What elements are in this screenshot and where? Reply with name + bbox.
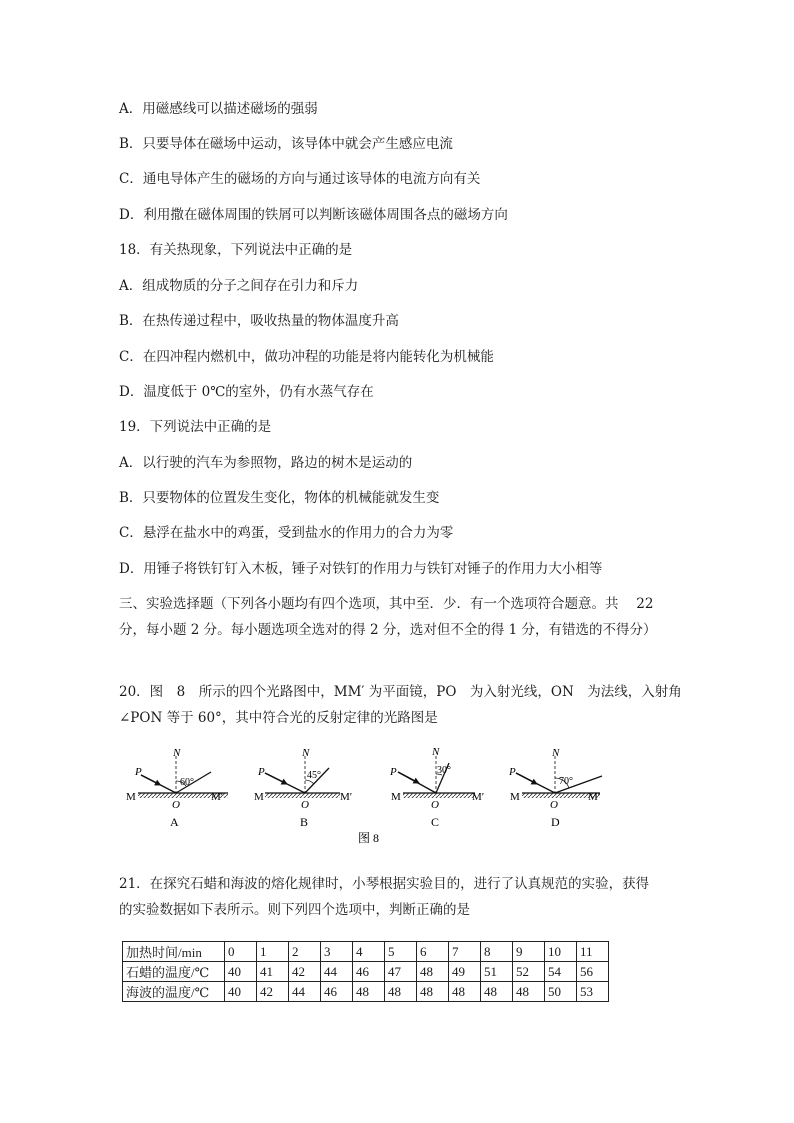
q17-option-c: C．通电导体产生的磁场的方向与通过该导体的电流方向有关 xyxy=(119,171,481,187)
label-o: O xyxy=(431,799,439,811)
table-cell: 42 xyxy=(289,962,321,982)
table-cell: 2 xyxy=(289,942,321,962)
label-n: N xyxy=(432,748,440,758)
label-p: P xyxy=(258,766,265,778)
table-cell: 46 xyxy=(321,982,353,1002)
table-cell: 47 xyxy=(385,962,417,982)
figure-caption: 图 8 xyxy=(358,831,380,845)
incident-ray xyxy=(398,772,436,793)
table-cell: 1 xyxy=(257,942,289,962)
table-cell: 加热时间/min xyxy=(123,942,225,962)
q17-option-b: B．只要导体在磁场中运动，该导体中就会产生感应电流 xyxy=(119,136,453,152)
table-cell: 海波的温度/℃ xyxy=(123,982,225,1002)
table-cell: 48 xyxy=(481,982,513,1002)
q18-stem: 18．有关热现象，下列说法中正确的是 xyxy=(119,242,353,258)
table-cell: 48 xyxy=(417,962,449,982)
label-m-prime: M′ xyxy=(340,791,353,803)
table-cell: 5 xyxy=(385,942,417,962)
table-row xyxy=(123,962,609,982)
figure-8 xyxy=(118,748,618,848)
table-row xyxy=(123,982,609,1002)
table-cell: 4 xyxy=(353,942,385,962)
table-cell: 48 xyxy=(385,982,417,1002)
table-cell: 56 xyxy=(577,962,609,982)
table-cell: 石蜡的温度/℃ xyxy=(123,962,225,982)
q17-option-d: D．利用撒在磁体周围的铁屑可以判断该磁体周围各点的磁场方向 xyxy=(119,207,508,223)
table-cell: 41 xyxy=(257,962,289,982)
mirror-hatch xyxy=(265,793,340,798)
table-cell: 53 xyxy=(577,982,609,1002)
panel-c xyxy=(389,748,484,829)
panel-d xyxy=(508,748,602,829)
q17-option-a: A．用磁感线可以描述磁场的强弱 xyxy=(119,101,318,117)
table-cell: 7 xyxy=(449,942,481,962)
table-cell: 11 xyxy=(577,942,609,962)
panel-b xyxy=(254,748,352,829)
label-p: P xyxy=(390,766,397,778)
label-o: O xyxy=(172,799,180,811)
label-m: M xyxy=(510,791,520,803)
table-cell: 48 xyxy=(417,982,449,1002)
table-cell: 50 xyxy=(545,982,577,1002)
table-cell: 8 xyxy=(481,942,513,962)
section3-heading: 三、实验选择题（下列各小题均有四个选项，其中至．少．有一个选项符合题意。共 22 xyxy=(119,596,654,612)
data-table xyxy=(122,941,609,1002)
q19-option-d: D．用锤子将铁钉钉入木板，锤子对铁钉的作用力与铁钉对锤子的作用力大小相等 xyxy=(119,561,603,577)
table-cell: 48 xyxy=(449,982,481,1002)
label-n: N xyxy=(552,748,560,759)
angle-label: 60° xyxy=(180,777,194,788)
incident-arrow xyxy=(141,775,159,784)
table-row xyxy=(123,942,609,962)
label-m: M xyxy=(126,791,136,803)
table-cell: 42 xyxy=(257,982,289,1002)
section3-heading-cont: 分，每小题 2 分。每小题选项全选对的得 2 分，选对但不全的得 1 分，有错选的不得分） xyxy=(119,622,657,638)
q18-option-c: C．在四冲程内燃机中，做功冲程的功能是将内能转化为机械能 xyxy=(119,349,494,365)
q18-option-a: A．组成物质的分子之间存在引力和斥力 xyxy=(119,278,359,294)
label-n: N xyxy=(173,748,181,759)
table-cell: 48 xyxy=(513,982,545,1002)
table-cell: 10 xyxy=(545,942,577,962)
q19-option-b: B．只要物体的位置发生变化，物体的机械能就发生变 xyxy=(119,490,440,506)
table-cell: 0 xyxy=(225,942,257,962)
panel-letter: D xyxy=(551,815,560,829)
panel-a xyxy=(126,748,228,829)
mirror-hatch xyxy=(403,793,475,798)
label-p: P xyxy=(509,766,516,778)
table-cell: 46 xyxy=(353,962,385,982)
table-cell: 44 xyxy=(289,982,321,1002)
label-o: O xyxy=(301,799,309,811)
q19-option-a: A．以行驶的汽车为参照物，路边的树木是运动的 xyxy=(119,455,413,471)
q19-stem: 19．下列说法中正确的是 xyxy=(119,419,272,435)
label-m: M xyxy=(254,791,264,803)
label-m: M xyxy=(391,791,401,803)
label-n: N xyxy=(302,748,310,759)
angle-label: 30° xyxy=(437,765,451,776)
q19-option-c: C．悬浮在盐水中的鸡蛋，受到盐水的作用力的合力为零 xyxy=(119,525,454,541)
table-cell: 54 xyxy=(545,962,577,982)
q20-stem: 20．图 8 所示的四个光路图中，MM′ 为平面镜，PO 为入射光线，ON 为法线，入射角 xyxy=(119,684,682,700)
q21-stem: 21．在探究石蜡和海波的熔化规律时，小琴根据实验目的，进行了认真规范的实验，获得 xyxy=(119,876,650,892)
table-cell: 9 xyxy=(513,942,545,962)
label-m-prime: M′ xyxy=(472,791,485,803)
label-m-prime: M′ xyxy=(211,791,224,803)
table-cell: 51 xyxy=(481,962,513,982)
table-cell: 40 xyxy=(225,962,257,982)
panel-letter: B xyxy=(300,815,309,829)
incident-ray xyxy=(516,773,555,793)
label-m-prime: M′ xyxy=(588,791,601,803)
label-o: O xyxy=(550,799,558,811)
table-cell: 6 xyxy=(417,942,449,962)
incident-ray xyxy=(265,773,305,793)
table-cell: 44 xyxy=(321,962,353,982)
table-cell: 40 xyxy=(225,982,257,1002)
table-cell: 49 xyxy=(449,962,481,982)
q18-option-b: B．在热传递过程中，吸收热量的物体温度升高 xyxy=(119,313,399,329)
q18-option-d: D．温度低于 0℃的室外，仍有水蒸气存在 xyxy=(119,384,374,400)
panel-letter: C xyxy=(431,815,440,829)
q21-stem-cont: 的实验数据如下表所示。则下列四个选项中，判断正确的是 xyxy=(119,902,470,918)
table-cell: 48 xyxy=(353,982,385,1002)
panel-letter: A xyxy=(170,815,179,829)
q20-stem-cont: ∠PON 等于 60°，其中符合光的反射定律的光路图是 xyxy=(119,710,438,726)
table-cell: 3 xyxy=(321,942,353,962)
angle-label: 70° xyxy=(559,776,573,787)
label-p: P xyxy=(135,766,142,778)
table-cell: 52 xyxy=(513,962,545,982)
angle-label: 45° xyxy=(307,770,321,781)
